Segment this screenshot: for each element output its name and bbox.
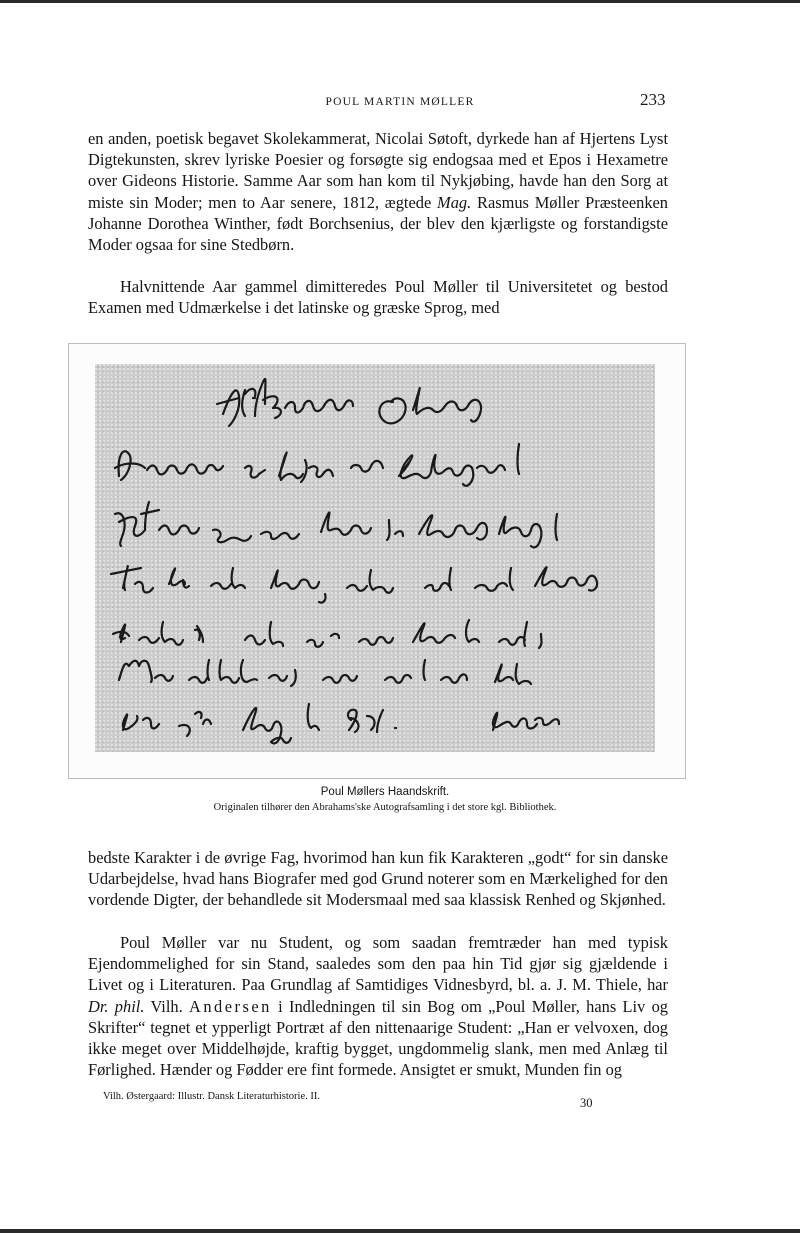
handwriting-facsimile xyxy=(95,364,655,752)
paragraph-3: bedste Karakter i de øvrige Fag, hvorimod han kun fik Karakteren „godt“ for sin danske Udarbejdelse, hvad hans Biografer med god Grund noterer som en Mærkelighed for den vordende Digter, der behandlede sit Modersmaal med saa klassisk Renhed og Skjønhed. xyxy=(88,848,668,910)
paragraph-4: Poul Møller var nu Student, og som saadan fremtræder han med typisk Ejendommelighed for sin Stand, saaledes som den paa hin Tid gjør sig gjældende i Livet og i Literaturen. Paa Grundlag af Samtidiges Vidnesbyrd, bl. a. J. M. Thiele, har Dr. phil. Vilh. Andersen i Indledningen til sin Bog om „Poul Møller, hans Liv og Skrifter“ tegnet et ypperligt Portræt af den nittenaarige Student: „Han er velvoxen, dog ikke meget over Middelhøjde, kraftig bygget, ungdommelig slank, men med Anlæg til Førlighed. Hænder og Fødder ere fint formede. Ansigtet er smukt, Munden fin og xyxy=(88,933,668,1080)
page-number: 233 xyxy=(640,90,666,109)
author-name-spaced: Andersen xyxy=(189,996,272,1016)
running-title: POUL MARTIN MØLLER xyxy=(325,96,475,108)
figure-caption-title: Poul Møllers Haandskrift. xyxy=(320,786,450,798)
title-abbrev: Mag. xyxy=(437,192,472,212)
footer-source: Vilh. Østergaard: Illustr. Dansk Literaturhistorie. II. xyxy=(103,1091,320,1102)
academic-title: Dr. phil. xyxy=(88,996,145,1016)
figure-caption-note: Originalen tilhører den Abrahams'ske Autografsamling i det store kgl. Bibliothek. xyxy=(213,802,557,813)
top-border xyxy=(0,0,800,3)
paragraph-1: en anden, poetisk begavet Skolekammerat, Nicolai Søtoft, dyrkede han af Hjertens Lyst Digtekunsten, skrev lyriske Poesier og forsøgte sig endogsaa med et Epos i Hexametre over Gideons Historie. Samme Aar som han kom til Nykjøbing, havde han den Sorg at miste sin Moder; men to Aar senere, 1812, ægtede Mag. Rasmus Møller Præsteenken Johanne Dorothea Winther, født Borchsenius, der blev den kjærligste og forstandigste Moder ogsaa for sine Stedbørn. xyxy=(88,129,668,255)
bottom-border xyxy=(0,1229,800,1233)
signature-mark: 30 xyxy=(580,1096,593,1110)
paragraph-2: Halvnittende Aar gammel dimitteredes Poul Møller til Universitetet og bestod Examen med Udmærkelse i det latinske og græske Sprog, med xyxy=(88,277,668,318)
handwriting-strokes xyxy=(95,364,655,752)
